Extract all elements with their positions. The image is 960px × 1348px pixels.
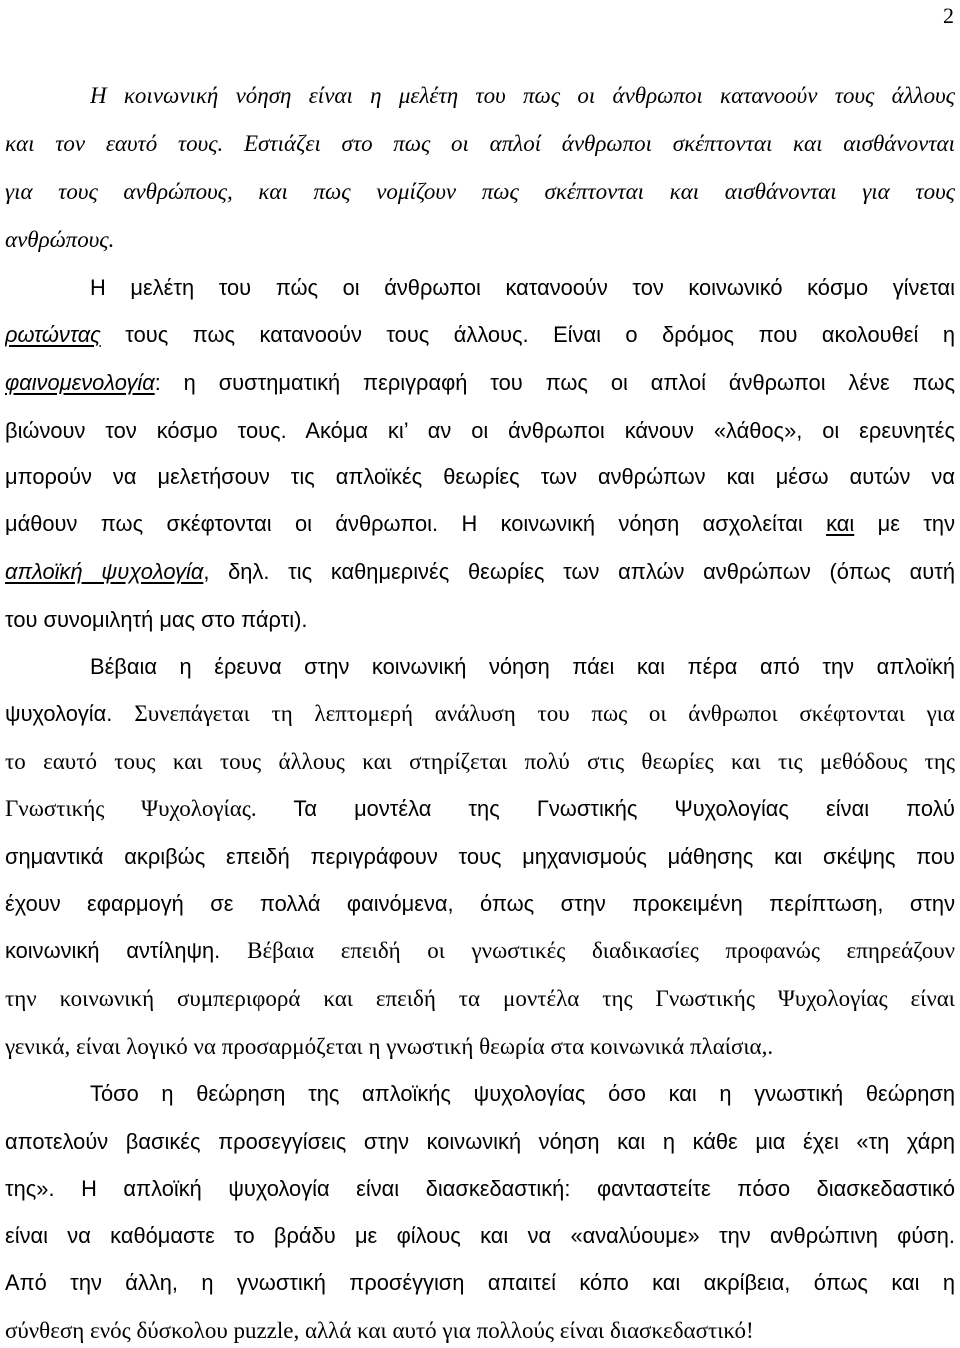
text-line — [5, 889, 955, 921]
text-segment: Τόσο η θεώρηση της απλοϊκής ψυχολογίας όσο και η γνωστική θεώρηση — [90, 1081, 955, 1106]
text-segment: σημαντικά ακριβώς επειδή περιγράφουν τους μηχανισμούς μάθησης και σκέψης που — [5, 844, 955, 869]
text-segment: τους πως κατανοούν τους άλλους. Είναι ο δρόμος που ακολουθεί η — [100, 322, 955, 347]
text-segment: Γνωστικής Ψυχολογίας. — [5, 796, 294, 821]
text-line — [5, 747, 955, 779]
text-segment: είναι να καθόμαστε το βράδυ με φίλους και να «αναλύουμε» την ανθρώπινη φύση. — [5, 1223, 955, 1248]
page-number: 2 — [943, 3, 954, 28]
text-line — [5, 129, 955, 161]
text-segment: Τα μοντέλα της Γνωστικής Ψυχολογίας είναι πολύ — [293, 796, 955, 821]
text-line — [5, 509, 955, 541]
text-line — [5, 1174, 955, 1206]
emphasized-term: φαινομενολογία — [5, 370, 155, 395]
text-segment: την κοινωνική συμπεριφορά και επειδή τα μοντέλα της Γνωστικής Ψυχολογίας είναι — [5, 986, 955, 1011]
text-segment: Βέβαια η έρευνα στην κοινωνική νόηση πάει και πέρα από την απλοϊκή — [90, 654, 955, 679]
text-segment: αποτελούν βασικές προσεγγίσεις στην κοινωνική νόηση και η κάθε μια έχει «τη χάρη — [5, 1129, 955, 1154]
text-segment: Από την άλλη, η γνωστική προσέγγιση απαιτεί κόπο και ακρίβεια, όπως και η — [5, 1270, 955, 1295]
text-segment: κοινωνική αντίληψη. — [5, 938, 248, 963]
text-line — [90, 81, 955, 113]
text-line — [5, 1316, 955, 1348]
text-line — [5, 936, 955, 968]
text-segment: έχουν εφαρμογή σε πολλά φαινόμενα, όπως στην προκειμένη περίπτωση, στην — [5, 891, 955, 916]
text-line — [5, 794, 955, 826]
text-line — [5, 1221, 955, 1253]
text-line — [5, 1268, 955, 1300]
text-segment: ψυχολογία. — [5, 701, 135, 726]
text-line — [5, 984, 955, 1016]
text-line — [90, 273, 955, 305]
text-segment: βιώνουν τον κόσμο τους. Ακόμα κι’ αν οι άνθρωποι κάνουν «λάθος», οι ερευνητές — [5, 418, 955, 443]
text-line — [90, 652, 955, 684]
text-segment: Βέβαια επειδή οι γνωστικές διαδικασίες προφανώς επηρεάζουν — [247, 938, 955, 963]
text-line — [5, 557, 955, 589]
text-segment: γενικά, είναι λογικό να προσαρμόζεται η γνωστική θεωρία στα κοινωνικά πλαίσια,. — [5, 1034, 774, 1059]
text-segment: με την — [854, 511, 955, 536]
text-line — [5, 1127, 955, 1159]
text-line — [5, 842, 955, 874]
text-segment: και τον εαυτό τους. Εστιάζει στο πως οι απλοί άνθρωποι σκέπτονται και αισθάνονται — [5, 131, 955, 156]
text-line — [5, 462, 955, 494]
text-segment: : η συστηματική περιγραφή του πως οι απλοί άνθρωποι λένε πως — [154, 370, 955, 395]
text-line — [5, 368, 955, 400]
text-segment: του συνομιλητή μας στο πάρτι). — [5, 607, 308, 632]
text-line — [90, 1079, 955, 1111]
text-segment: Η μελέτη του πώς οι άνθρωποι κατανοούν τον κοινωνικό κόσμο γίνεται — [90, 275, 955, 300]
text-line — [5, 320, 955, 352]
emphasized-term: ρωτώντας — [5, 322, 101, 347]
text-segment: μάθουν πως σκέφτονται οι άνθρωποι. Η κοινωνική νόηση ασχολείται — [5, 511, 827, 536]
emphasized-term: απλοϊκή ψυχολογία — [5, 559, 204, 584]
text-segment: , δηλ. τις καθημερινές θεωρίες των απλών ανθρώπων (όπως αυτή — [203, 559, 955, 584]
text-segment: ανθρώπους. — [5, 227, 115, 252]
text-segment: Η κοινωνική νόηση είναι η μελέτη του πως οι άνθρωποι κατανοούν τους άλλους — [90, 83, 955, 108]
text-segment: της». Η απλοϊκή ψυχολογία είναι διασκεδαστική: φανταστείτε πόσο διασκεδαστικό — [5, 1176, 955, 1201]
text-line — [5, 1032, 955, 1064]
text-segment: Συνεπάγεται τη λεπτομερή ανάλυση του πως οι άνθρωποι σκέφτονται για — [134, 701, 955, 726]
text-segment: σύνθεση ενός δύσκολου puzzle, αλλά και αυτό για πολλούς είναι διασκεδαστικό! — [5, 1318, 754, 1343]
text-segment: για τους ανθρώπους, και πως νομίζουν πως σκέπτονται και αισθάνονται για τους — [5, 179, 955, 204]
text-line — [5, 225, 955, 257]
text-segment: μπορούν να μελετήσουν τις απλοϊκές θεωρίες των ανθρώπων και μέσω αυτών να — [5, 464, 955, 489]
text-line — [5, 605, 955, 637]
text-segment: το εαυτό τους και τους άλλους και στηρίζεται πολύ στις θεωρίες και τις μεθόδους της — [5, 749, 955, 774]
text-line — [5, 699, 955, 731]
text-line — [5, 416, 955, 448]
underlined-word: και — [826, 511, 855, 536]
text-line — [5, 177, 955, 209]
